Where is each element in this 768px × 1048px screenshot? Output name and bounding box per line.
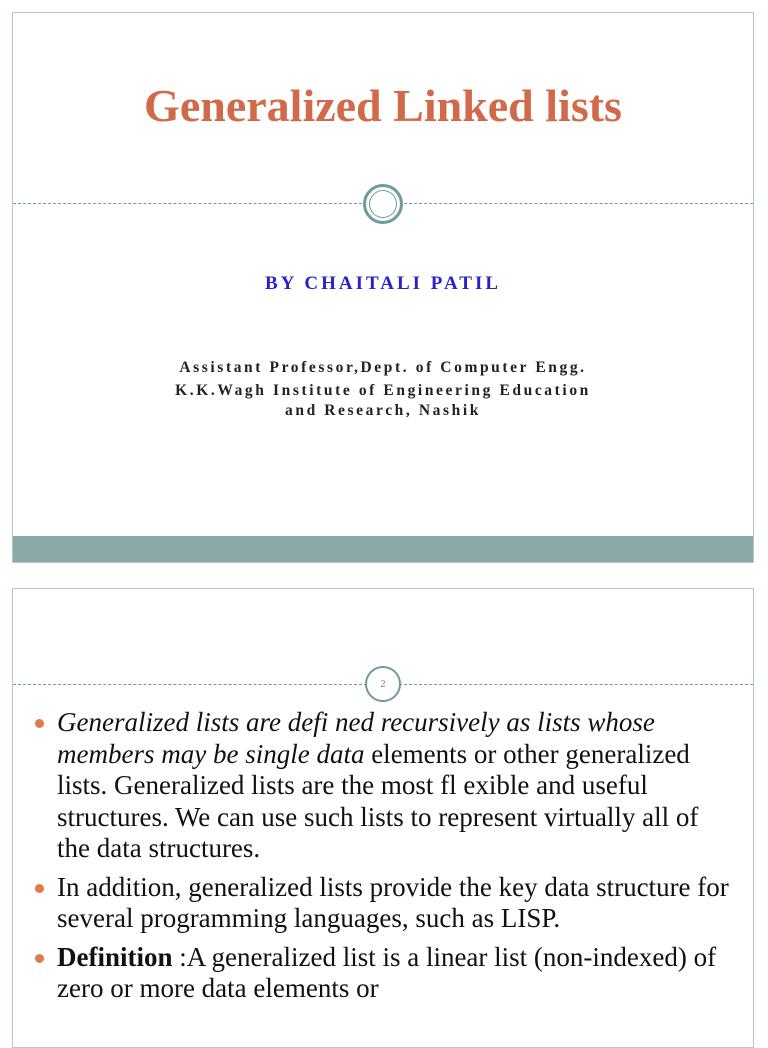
bullet-text-italic: Generalized lists are defi ned recursively as lists whose members may be single data <box>57 707 655 769</box>
list-item <box>35 872 735 935</box>
list-item <box>35 707 735 865</box>
definition-label: Definition <box>57 941 173 972</box>
affiliation-line: Assistant Professor,Dept. of Computer Engg. <box>179 359 587 376</box>
slide-title: Generalized Linked lists <box>144 80 622 131</box>
bullet-text: :A generalized list is a linear list (non-indexed) of zero or more data elements or <box>57 941 717 1003</box>
bullet-list <box>35 707 735 1012</box>
page-number: 2 <box>380 678 386 690</box>
bullet-text: In addition, generalized lists provide the key data structure for several programming languages, such as LISP. <box>57 871 729 933</box>
bullet-dot-icon <box>35 954 44 963</box>
affiliation-line: and Research, Nashik <box>285 402 481 419</box>
title-slide <box>12 12 754 563</box>
slide-footer-band <box>13 536 753 562</box>
list-item <box>35 942 735 1005</box>
circle-ornament-icon <box>363 184 403 224</box>
content-slide <box>12 588 754 1048</box>
affiliation-line: K.K.Wagh Institute of Engineering Education <box>175 382 591 399</box>
bullet-dot-icon <box>35 884 44 893</box>
author-byline: BY CHAITALI PATIL <box>264 273 502 294</box>
bullet-text: elements or other generalized lists. Generalized lists are the most fl exible and useful structures. We can use such lists to represent virtually all of the data structures. <box>57 738 699 863</box>
bullet-dot-icon <box>35 719 44 728</box>
page-number-badge <box>365 666 401 702</box>
